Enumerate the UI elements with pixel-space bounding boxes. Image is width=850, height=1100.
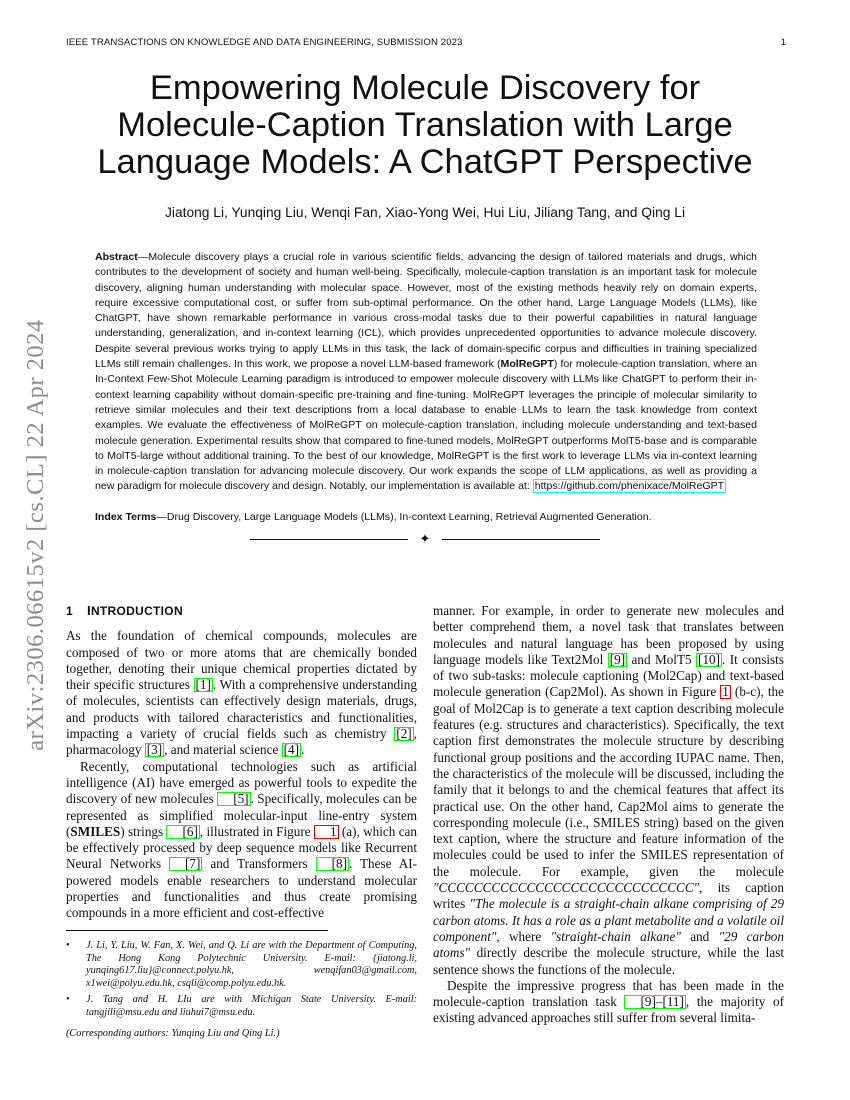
text-run: . These AI-powered models enable researchers to understand molecular properties and functionalities and thus create promising compounds in a more efficient and cost-effective (66, 856, 417, 921)
running-header (66, 37, 786, 48)
text-run: directly describe the molecule structure, while the last sentence shows the functions of the molecule. (433, 945, 784, 977)
text-run: . It consists of two sub-tasks: molecule captioning (Mol2Cap) and text-based molecule generation (Cap2Mol). As shown in Figure (433, 651, 784, 700)
divider-rule (250, 539, 408, 540)
text-run: . (301, 742, 305, 758)
text-run: manner. For example, in order to generate new molecules and better comprehend them, a novel task that translates between molecules and natural language has been proposed by using language models like Text2Mol (433, 603, 784, 667)
citation-link[interactable]: [1] (195, 677, 211, 693)
paragraph (433, 603, 784, 978)
abstract (95, 250, 757, 495)
citation-link[interactable]: [8] (316, 857, 349, 871)
bullet-icon: • (66, 994, 70, 1006)
text-run: and MolT5 (627, 651, 697, 667)
text-run: (b-c), the goal of Mol2Cap is to generate a text caption describing molecule features (e.g. structures and characteristics). Specifically, the text caption first demonstrates the molecule structure by describing functional group positions and the according IUPAC name. Then, the characteristics of the molecule will be discussed, including the family that it belongs to and the chemical features that affect its practical use. On the other hand, Cap2Mol aims to generate the corresponding molecule (i.e., SMILES string) based on the given text caption, where the structure and feature information of the molecules could be used to infer the SMILES representation of the molecule. For example, given the molecule (433, 684, 784, 879)
citation-link[interactable]: [9] (609, 651, 626, 667)
arxiv-stamp[interactable]: arXiv:2306.06615v2 [cs.CL] 22 Apr 2024 (22, 319, 49, 751)
paragraph (433, 978, 784, 1027)
text-run: , the majority of existing advanced approaches still suffer from several limita- (433, 994, 785, 1026)
footnote-rule (66, 930, 328, 931)
smiles-term: SMILES (70, 823, 121, 839)
paper-title (80, 70, 770, 181)
abstract-label: Abstract (95, 251, 138, 263)
citation-link[interactable]: [9]–[11] (624, 995, 685, 1009)
title-line: Language Models: A ChatGPT Perspective (97, 143, 753, 181)
section-number: 1 (66, 604, 73, 618)
figure-link[interactable]: 1 (722, 684, 729, 700)
text-run: Despite the impressive progress that has been made in the molecule-caption translation task (433, 977, 784, 1010)
citation-link[interactable]: [10] (698, 651, 721, 667)
citation-link[interactable]: [4] (283, 742, 300, 758)
right-column (433, 603, 784, 1027)
text-run: , pharmacology (66, 726, 417, 758)
paragraph (66, 759, 417, 922)
caption-phrase: "straight-chain alkane" (550, 928, 681, 944)
divider-rule (442, 539, 600, 540)
section-divider (250, 531, 600, 547)
journal-name: IEEE TRANSACTIONS ON KNOWLEDGE AND DATA ENGINEERING, SUBMISSION 2023 (66, 37, 463, 48)
footnote-text: J. Li, Y. Liu, W. Fan, X. Wei, and Q. Li are with the Department of Computing, The Hong Kong Polytechnic University. E-mail: {jiatong.li, yunqing617.liu}@connect.polyu.hk, wenqifan03@gmail.com, x1wei@polyu.edu.hk, csqli@comp.polyu.edu.hk. (86, 940, 417, 989)
index-terms-text: —Drug Discovery, Large Language Models (LLMs), In-context Learning, Retrieval Augmented Generation. (156, 511, 652, 523)
footnote-text: J. Tang and H. LIu are with Michigan State University. E-mail: tangjili@msu.edu and liuhui7@msu.edu. (86, 994, 417, 1018)
text-run: ) strings (120, 823, 167, 839)
text-run: As the foundation of chemical compounds, molecules are composed of two or more atoms that are chemically bonded together, denoting their unique chemical properties dictated by their specific structures (66, 628, 417, 693)
section-heading (66, 603, 417, 619)
citation-link[interactable]: [7] (169, 857, 202, 871)
paragraph (66, 628, 417, 758)
title-line: Molecule-Caption Translation with Large (117, 106, 733, 144)
page-number: 1 (780, 37, 786, 48)
text-run: (a), which can be effectively processed by deep sequence models like Recurrent Neural Networks (66, 823, 417, 872)
framework-name: MolReGPT (500, 358, 554, 371)
footnotes (66, 940, 417, 1040)
footnote (66, 940, 417, 990)
title-line: Empowering Molecule Discovery for (149, 69, 701, 107)
text-run: . With a comprehensive understanding of molecules, scientists can effectively design materials, drugs, and products with tailored characteristics and functionalities, impacting a variety of crucial fields such as chemistry (66, 677, 417, 742)
text-run: , and material science (164, 742, 282, 758)
text-run: and (680, 928, 719, 944)
text-run: , its caption writes (433, 880, 784, 912)
diamond-icon: ✦ (419, 531, 431, 546)
text-run: Recently, computational technologies such as artificial intelligence (AI) have emerged as powerful tools to expedite the discovery of new molecules (66, 758, 417, 807)
index-terms (95, 510, 757, 525)
left-column (66, 603, 417, 922)
caption-example: "The molecule is a straight-chain alkane comprising of 29 carbon atoms. It has a role as a plant metabolite and a volatile oil component" (433, 896, 784, 944)
caption-phrase: "29 carbon atoms" (433, 928, 784, 961)
text-run: . Specifically, molecules can be represented as simplified molecular-input line-entry system ( (66, 791, 417, 839)
section-title-rest: NTRODUCTION (90, 604, 183, 618)
smiles-example: "CCCCCCCCCCCCCCCCCCCCCCCCCCCCC" (433, 880, 700, 896)
index-terms-label: Index Terms (95, 511, 157, 523)
text-run: , where (496, 928, 551, 944)
text-run: , illustrated in Figure (199, 823, 314, 839)
section-title-initial: I (86, 603, 91, 618)
footnote (66, 994, 417, 1019)
citation-link[interactable]: [5] (217, 792, 250, 806)
abstract-text: ) for molecule-caption translation, where an In-Context Few-Shot Molecule Learning paradigm is introduced to empower molecule discovery with LLMs like ChatGPT to perform their in-context learning capability without domain-specific pre-training and fine-tuning. MolReGPT leverages the principle of molecular similarity to retrieve similar molecules and their text descriptions from a local database to enable LLMs to learn the task knowledge from context examples. We evaluate the effectiveness of MolReGPT on molecule-caption translation, including molecule understanding and text-based molecule generation. Experimental results show that compared to fine-tuned models, MolReGPT outperforms MolT5-base and is comparable to MolT5-large without additional training. To the best of our knowledge, MolReGPT is the first work to leverage LLMs via in-context learning in molecule-caption translation for advancing molecule discovery. Our work expands the scope of LLM applications, as well as providing a new paradigm for molecule discovery and design. Notably, our implementation is available at: (95, 358, 757, 493)
corresponding-authors: (Corresponding authors: Yunqing Liu and Qing Li.) (66, 1027, 280, 1039)
citation-link[interactable]: [2] (396, 726, 412, 742)
github-link[interactable]: https://github.com/phenixace/MolReGPT (534, 480, 725, 493)
bullet-icon: • (66, 940, 70, 951)
abstract-text: —Molecule discovery plays a crucial role in various scientific fields, advancing the design of tailored materials and drugs, which contributes to the development of society and human well-being. Specifically, molecule-caption translation is an important task for molecule discovery, aligning human understanding with molecular space. However, most of the existing methods heavily rely on domain experts, require excessive computational cost, or suffer from sub-optimal performance. On the other hand, Large Language Models (LLMs), like ChatGPT, have shown remarkable performance in various cross-modal tasks due to their powerful capabilities in natural language understanding, generalization, and in-context learning (ICL), which provides unprecedented opportunities to advance molecule discovery. Despite several previous works trying to apply LLMs in this task, the lack of domain-specific corpus and difficulties in training specialized LLMs still remain challenges. In this work, we propose a novel LLM-based framework ( (95, 251, 757, 371)
text-run: and Transformers (202, 856, 316, 872)
citation-link[interactable]: [6] (166, 825, 199, 839)
author-list: Jiatong Li, Yunqing Liu, Wenqi Fan, Xiao-Yong Wei, Hui Liu, Jiliang Tang, and Qing Li (164, 205, 686, 220)
citation-link[interactable]: [3] (146, 742, 163, 758)
figure-link[interactable]: 1 (314, 825, 339, 839)
